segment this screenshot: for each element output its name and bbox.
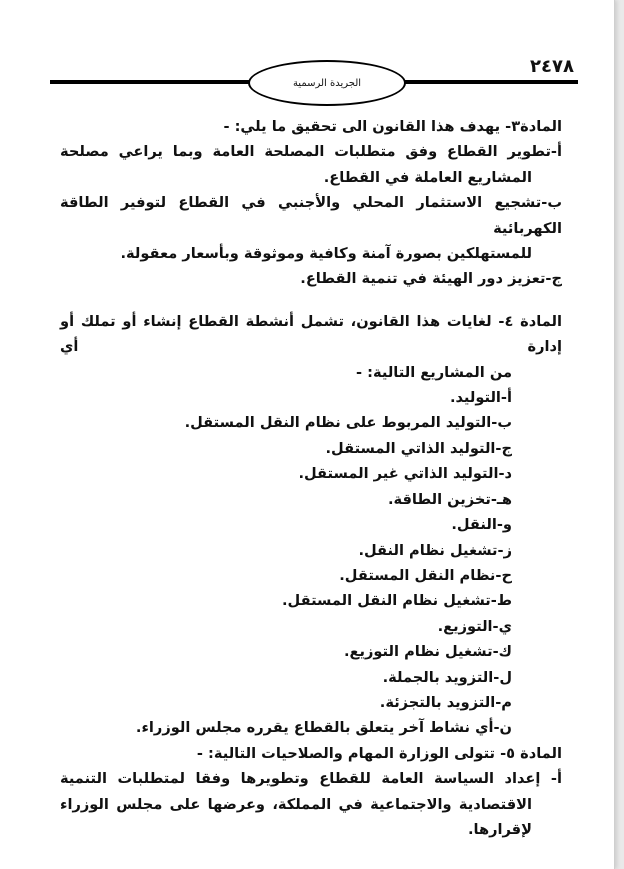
article4-item: ج-التوليد الذاتي المستقل.	[325, 439, 512, 457]
page-number: ٢٤٧٨	[530, 56, 574, 77]
article4-item: ن-أي نشاط آخر يتعلق بالقطاع يقرره مجلس الوزراء.	[135, 719, 512, 737]
article3-item-a-line2: المشاريع العاملة في القطاع.	[323, 168, 532, 186]
article5-title: المادة ٥- تتولى الوزارة المهام والصلاحيات التالية: -	[196, 744, 562, 762]
article4-item: ك-تشغيل نظام التوزيع.	[344, 643, 512, 661]
article4-item: ز-تشغيل نظام النقل.	[358, 541, 512, 559]
gazette-name: الجريدة الرسمية	[292, 77, 362, 89]
article4-item: د-التوليد الذاتي غير المستقل.	[298, 465, 512, 483]
article4-item: ط-تشغيل نظام النقل المستقل.	[282, 592, 512, 610]
gazette-emblem	[248, 60, 406, 106]
article4-intro-line2: من المشاريع التالية: -	[356, 363, 512, 381]
article4-item: ح-نظام النقل المستقل.	[339, 566, 512, 584]
article3-item-c: ج-تعزيز دور الهيئة في تنمية القطاع.	[300, 270, 562, 288]
article4-item: هـ-تخزين الطاقة.	[387, 490, 512, 508]
article4-item: م-التزويد بالتجزئة.	[379, 693, 512, 711]
article4-item: ي-التوزيع.	[437, 617, 512, 635]
article3-item-b-line1: ب-تشجيع الاستثمار المحلي والأجنبي في القطاع لتوفير الطاقة الكهربائية	[60, 194, 562, 237]
article3-item-a-line1: أ-تطوير القطاع وفق متطلبات المصلحة العامة وبما يراعي مصلحة	[60, 143, 562, 161]
page-body	[60, 114, 562, 842]
article5-item-a-line3: لإقرارها.	[467, 820, 532, 838]
article4-intro-line1: المادة ٤- لغايات هذا القانون، تشمل أنشطة القطاع إنشاء أو تملك أو إدارة أي	[60, 312, 562, 356]
article4-item: أ-التوليد.	[449, 389, 512, 407]
article5-item-a-line2: الاقتصادية والاجتماعية في المملكة، وعرضها على مجلس الوزراء	[60, 795, 532, 813]
article4-item: و-النقل.	[451, 516, 512, 534]
article4-item: ل-التزويد بالجملة.	[382, 668, 512, 686]
article3-item-b-line2: للمستهلكين بصورة آمنة وكافية وموثوقة وبأسعار معقولة.	[120, 245, 532, 263]
article3-title: المادة٣- يهدف هذا القانون الى تحقيق ما يلي: -	[223, 118, 562, 135]
article4-item: ب-التوليد المربوط على نظام النقل المستقل.	[184, 414, 512, 432]
article5-item-a-line1: أ- إعداد السياسة العامة للقطاع وتطويرها وفقا لمتطلبات التنمية	[60, 770, 562, 788]
